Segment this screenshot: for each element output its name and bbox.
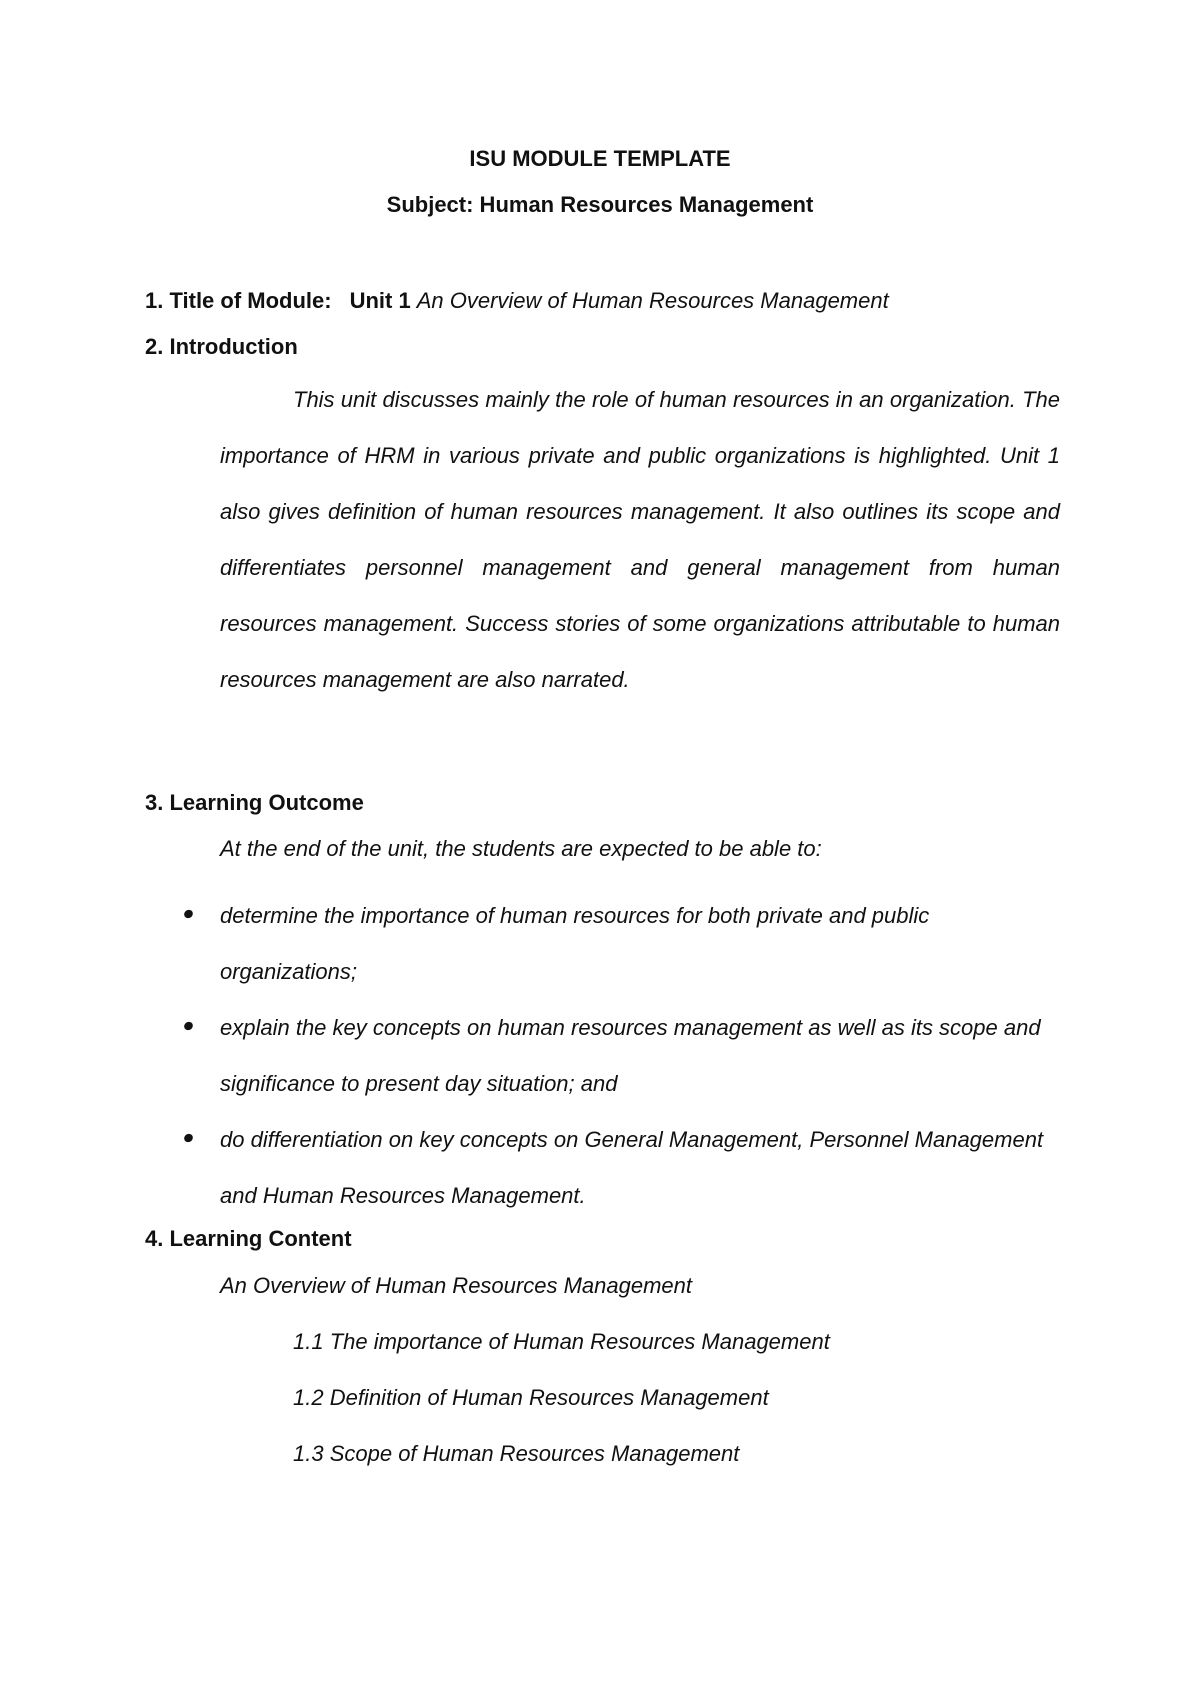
learning-outcome-lead: At the end of the unit, the students are expected to be able to: (220, 836, 822, 861)
module-unit-label: Unit 1 (349, 288, 411, 313)
introduction-paragraph: This unit discusses mainly the role of human resources in an organization. The importance of HRM in various private and public organizations is highlighted. Unit 1 also gives definition of human resources management. It also outlines its scope and differentiates personnel management and general management from human resources management. Success stories of some organizations attributable to human resources management are also narrated. (220, 387, 1060, 692)
learning-content-topic: 1.1 The importance of Human Resources Management (293, 1329, 830, 1354)
list-item-text: do differentiation on key concepts on General Management, Personnel Management and Human Resources Management. (220, 1127, 1044, 1208)
list-item (220, 1112, 1060, 1224)
list-item-text: explain the key concepts on human resources management as well as its scope and significance to present day situation; and (220, 1015, 1041, 1096)
bullet-icon (183, 908, 195, 919)
document-title: ISU MODULE TEMPLATE (469, 146, 731, 171)
title-of-module-label: 1. Title of Module: (145, 288, 332, 313)
bullet-icon (183, 1132, 195, 1143)
document-subject: Subject: Human Resources Management (386, 192, 814, 217)
module-title: An Overview of Human Resources Management (416, 288, 889, 313)
learning-content-heading: 4. Learning Content (145, 1226, 352, 1251)
learning-outcome-list (220, 888, 1060, 1224)
learning-content-topic: 1.3 Scope of Human Resources Management (293, 1441, 740, 1466)
learning-outcome-heading: 3. Learning Outcome (145, 790, 364, 815)
list-item (220, 1000, 1060, 1112)
list-item (220, 888, 1060, 1000)
learning-content-topic: 1.2 Definition of Human Resources Management (293, 1385, 769, 1410)
learning-content-overview: An Overview of Human Resources Management (220, 1273, 692, 1298)
list-item-text: determine the importance of human resources for both private and public organizations; (220, 903, 930, 984)
introduction-heading: 2. Introduction (145, 334, 298, 359)
title-of-module-heading (145, 288, 889, 314)
bullet-icon (183, 1020, 195, 1031)
